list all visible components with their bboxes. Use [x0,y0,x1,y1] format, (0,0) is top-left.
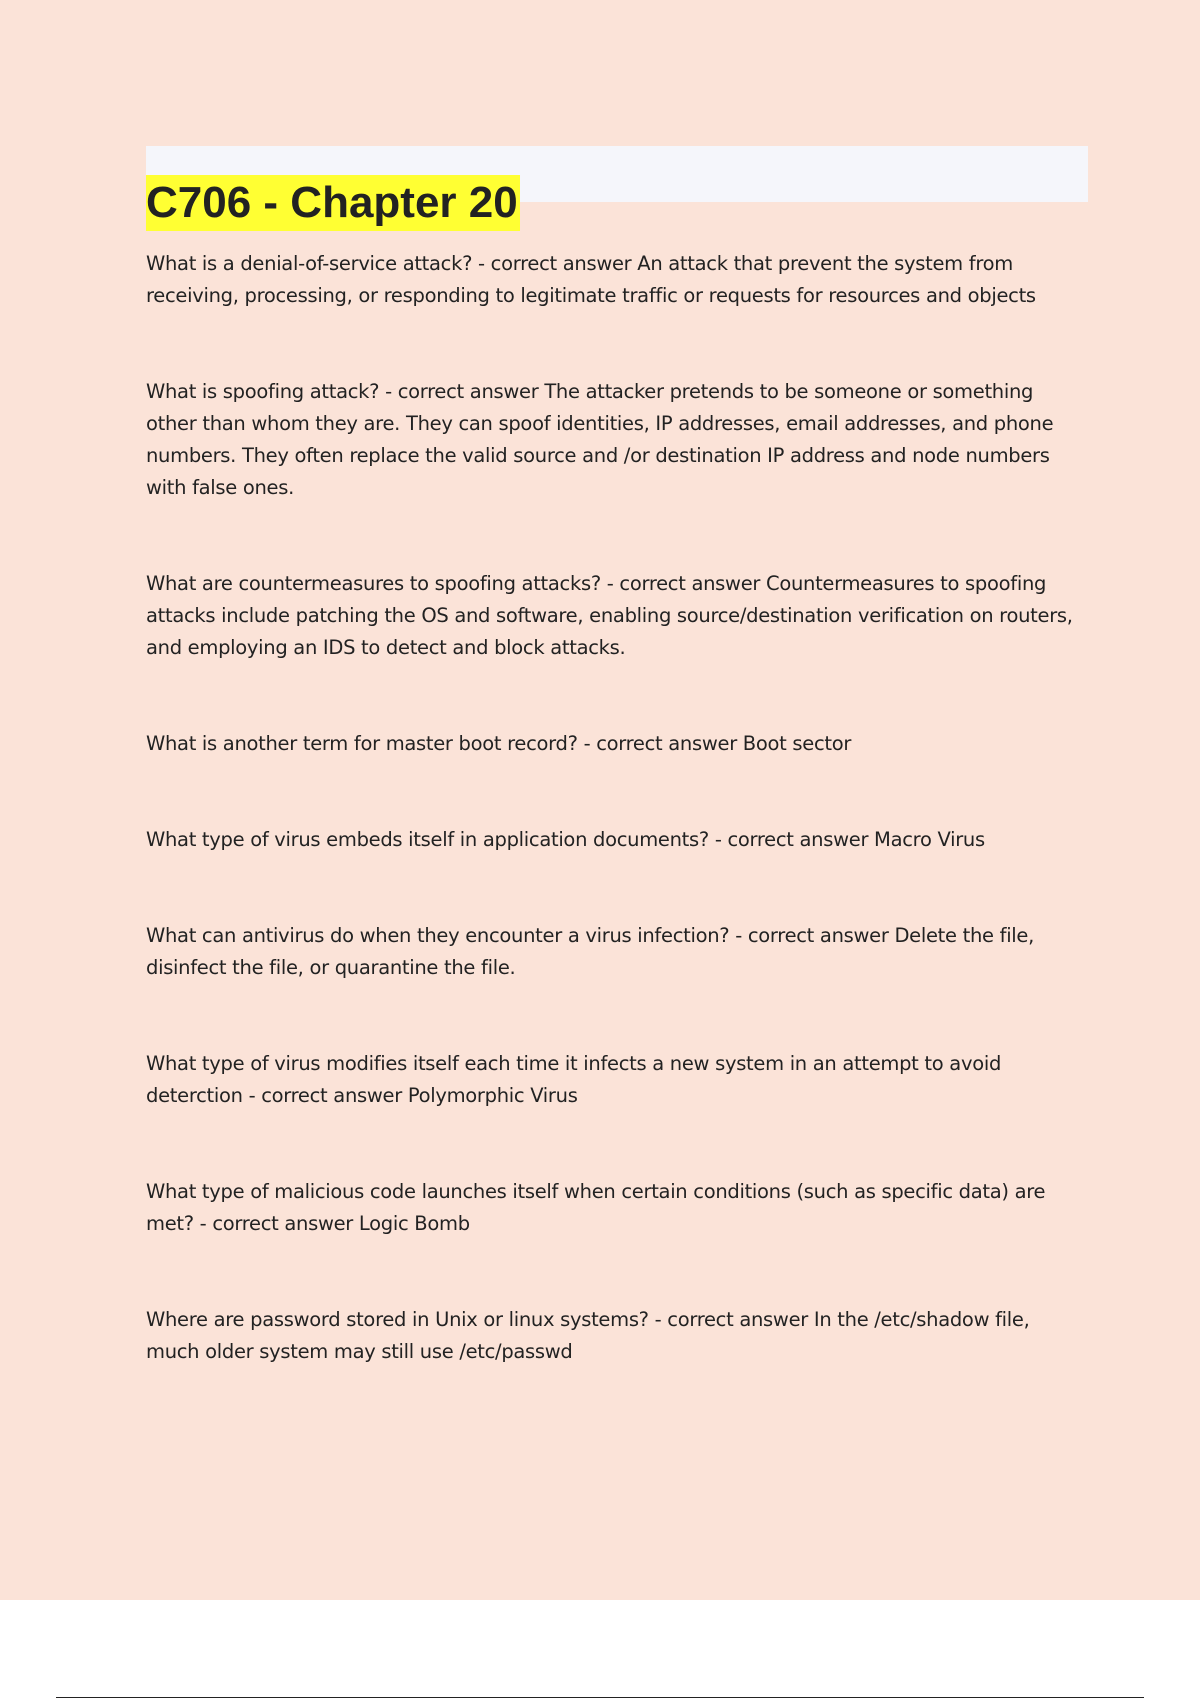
qa-item: What is spoofing attack? - correct answer The attacker pretends to be someone or something other than whom they are. They can spoof identities, IP addresses, email addresses, and phone numbers. They often replace the valid source and /or destination IP address and node numbers with false ones. [146,380,1054,499]
qa-item: What are countermeasures to spoofing attacks? - correct answer Countermeasures to spoofing attacks include patching the OS and software, enabling source/destination verification on routers, and employing an IDS to detect and block attacks. [146,572,1073,659]
footer-rule [56,1697,1144,1698]
qa-item: Where are password stored in Unix or linux systems? - correct answer In the /etc/shadow file, much older system may still use /etc/passwd [146,1308,1030,1363]
qa-item: What can antivirus do when they encounter a virus infection? - correct answer Delete the file, disinfect the file, or quarantine the file. [146,924,1035,979]
qa-item: What is a denial-of-service attack? - correct answer An attack that prevent the system from receiving, processing, or responding to legitimate traffic or requests for resources and objects [146,252,1036,307]
qa-item: What type of malicious code launches itself when certain conditions (such as specific data) are met? - correct answer Logic Bomb [146,1180,1046,1235]
qa-item: What is another term for master boot record? - correct answer Boot sector [146,732,852,755]
qa-item: What type of virus embeds itself in application documents? - correct answer Macro Virus [146,828,985,851]
qa-list [146,248,1088,1368]
qa-item: What type of virus modifies itself each time it infects a new system in an attempt to avoid deterction - correct answer Polymorphic Virus [146,1052,1002,1107]
title-bar [146,146,1088,228]
document-title: C706 - Chapter 20 [146,175,520,231]
